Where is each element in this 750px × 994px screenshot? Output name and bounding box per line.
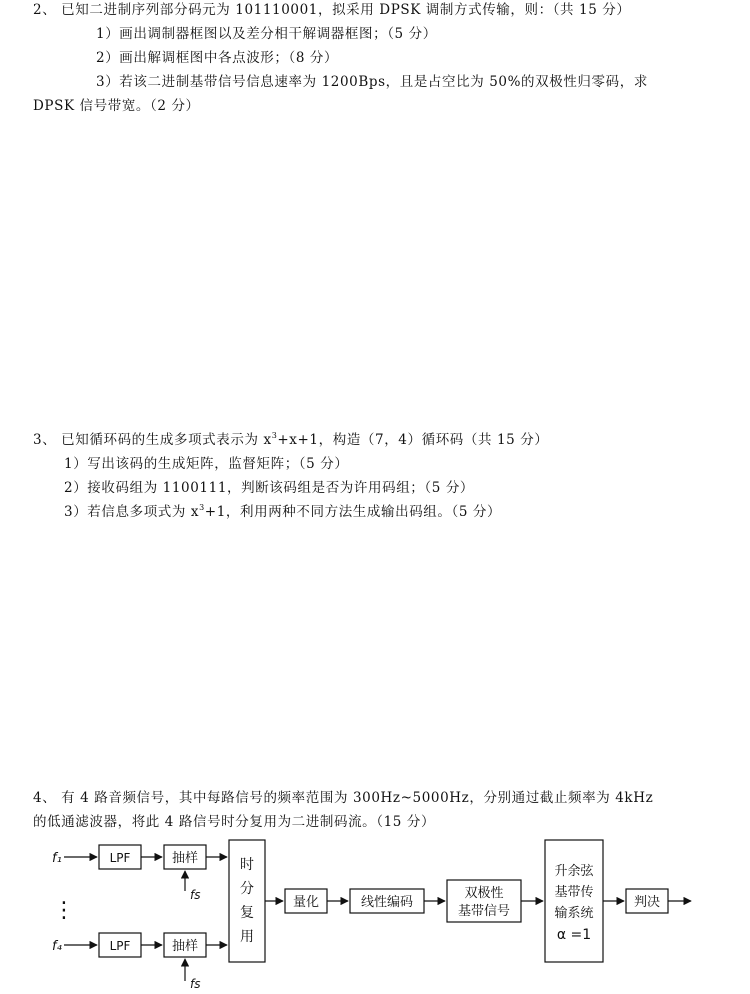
raised-cosine-box xyxy=(545,840,603,962)
fs-label-top: fs xyxy=(190,888,201,902)
question-3-title xyxy=(33,430,548,450)
question-3-title-superscript: 3 xyxy=(271,431,278,440)
question-3-item-3 xyxy=(64,502,501,522)
linear-encoder-label: 线性编码 xyxy=(360,895,414,910)
quantize-label: 量化 xyxy=(292,895,320,910)
question-2-item-2: 2）画出解调框图中各点波形；（8 分） xyxy=(96,50,339,66)
tdm-label-char-2: 分 xyxy=(240,881,254,897)
question-3-item-3-superscript: 3 xyxy=(199,503,205,512)
question-2-item-1: 1）画出调制器框图以及差分相干解调器框图；（5 分） xyxy=(96,26,437,42)
raised-cosine-label-line-3: 输系统 xyxy=(554,906,594,921)
input-label-bottom: f₄ xyxy=(52,939,62,954)
question-2-title: 2、 已知二进制序列部分码元为 101110001，拟采用 DPSK 调制方式传输，则：（共 15 分） xyxy=(33,2,631,18)
question-4-title: 4、 有 4 路音频信号，其中每路信号的频率范围为 300Hz~5000Hz，分别通过截止频率为 4kHz xyxy=(33,790,654,806)
question-3-item-3-part-a: 3）若信息多项式为 x xyxy=(64,504,200,520)
question-2-item-3-continued: DPSK 信号带宽。（2 分） xyxy=(33,98,200,114)
question-3-item-1: 1）写出该码的生成矩阵，监督矩阵；（5 分） xyxy=(64,456,349,472)
tdm-label-char-3: 复 xyxy=(240,905,254,921)
tdm-label-char-1: 时 xyxy=(240,857,254,873)
question-4-title-continued: 的低通滤波器，将此 4 路信号时分复用为二进制码流。（15 分） xyxy=(33,814,436,830)
sampler-label-bottom: 抽样 xyxy=(171,939,199,954)
question-3-title-part-a: 3、 已知循环码的生成多项式表示为 x xyxy=(33,432,272,448)
decision-label: 判决 xyxy=(633,895,661,910)
raised-cosine-label-line-2: 基带传 xyxy=(554,885,594,900)
input-label-top: f₁ xyxy=(52,851,62,866)
tdm-label-char-4: 用 xyxy=(240,929,254,945)
raised-cosine-label-line-1: 升余弦 xyxy=(554,864,594,879)
ellipsis-dots: ⋮ xyxy=(53,898,75,923)
question-3-title-part-b: +x+1，构造（7，4）循环码（共 15 分） xyxy=(277,432,549,448)
bipolar-label-line-2: 基带信号 xyxy=(457,904,511,919)
lpf-label-bottom: LPF xyxy=(109,939,131,953)
fs-label-bottom: fs xyxy=(190,977,201,991)
sampler-label-top: 抽样 xyxy=(171,851,199,866)
lpf-label-top: LPF xyxy=(109,851,131,865)
raised-cosine-alpha-label: α =1 xyxy=(556,927,592,943)
question-2-item-3: 3）若该二进制基带信号信息速率为 1200Bps，且是占空比为 50%的双极性归零码，求 xyxy=(96,74,648,90)
bipolar-label-line-1: 双极性 xyxy=(464,886,504,901)
system-block-diagram xyxy=(0,835,750,994)
question-3-item-2: 2）接收码组为 1100111，判断该码组是否为许用码组；（5 分） xyxy=(64,480,475,496)
question-3-item-3-part-b: +1，利用两种不同方法生成输出码组。（5 分） xyxy=(204,504,502,520)
